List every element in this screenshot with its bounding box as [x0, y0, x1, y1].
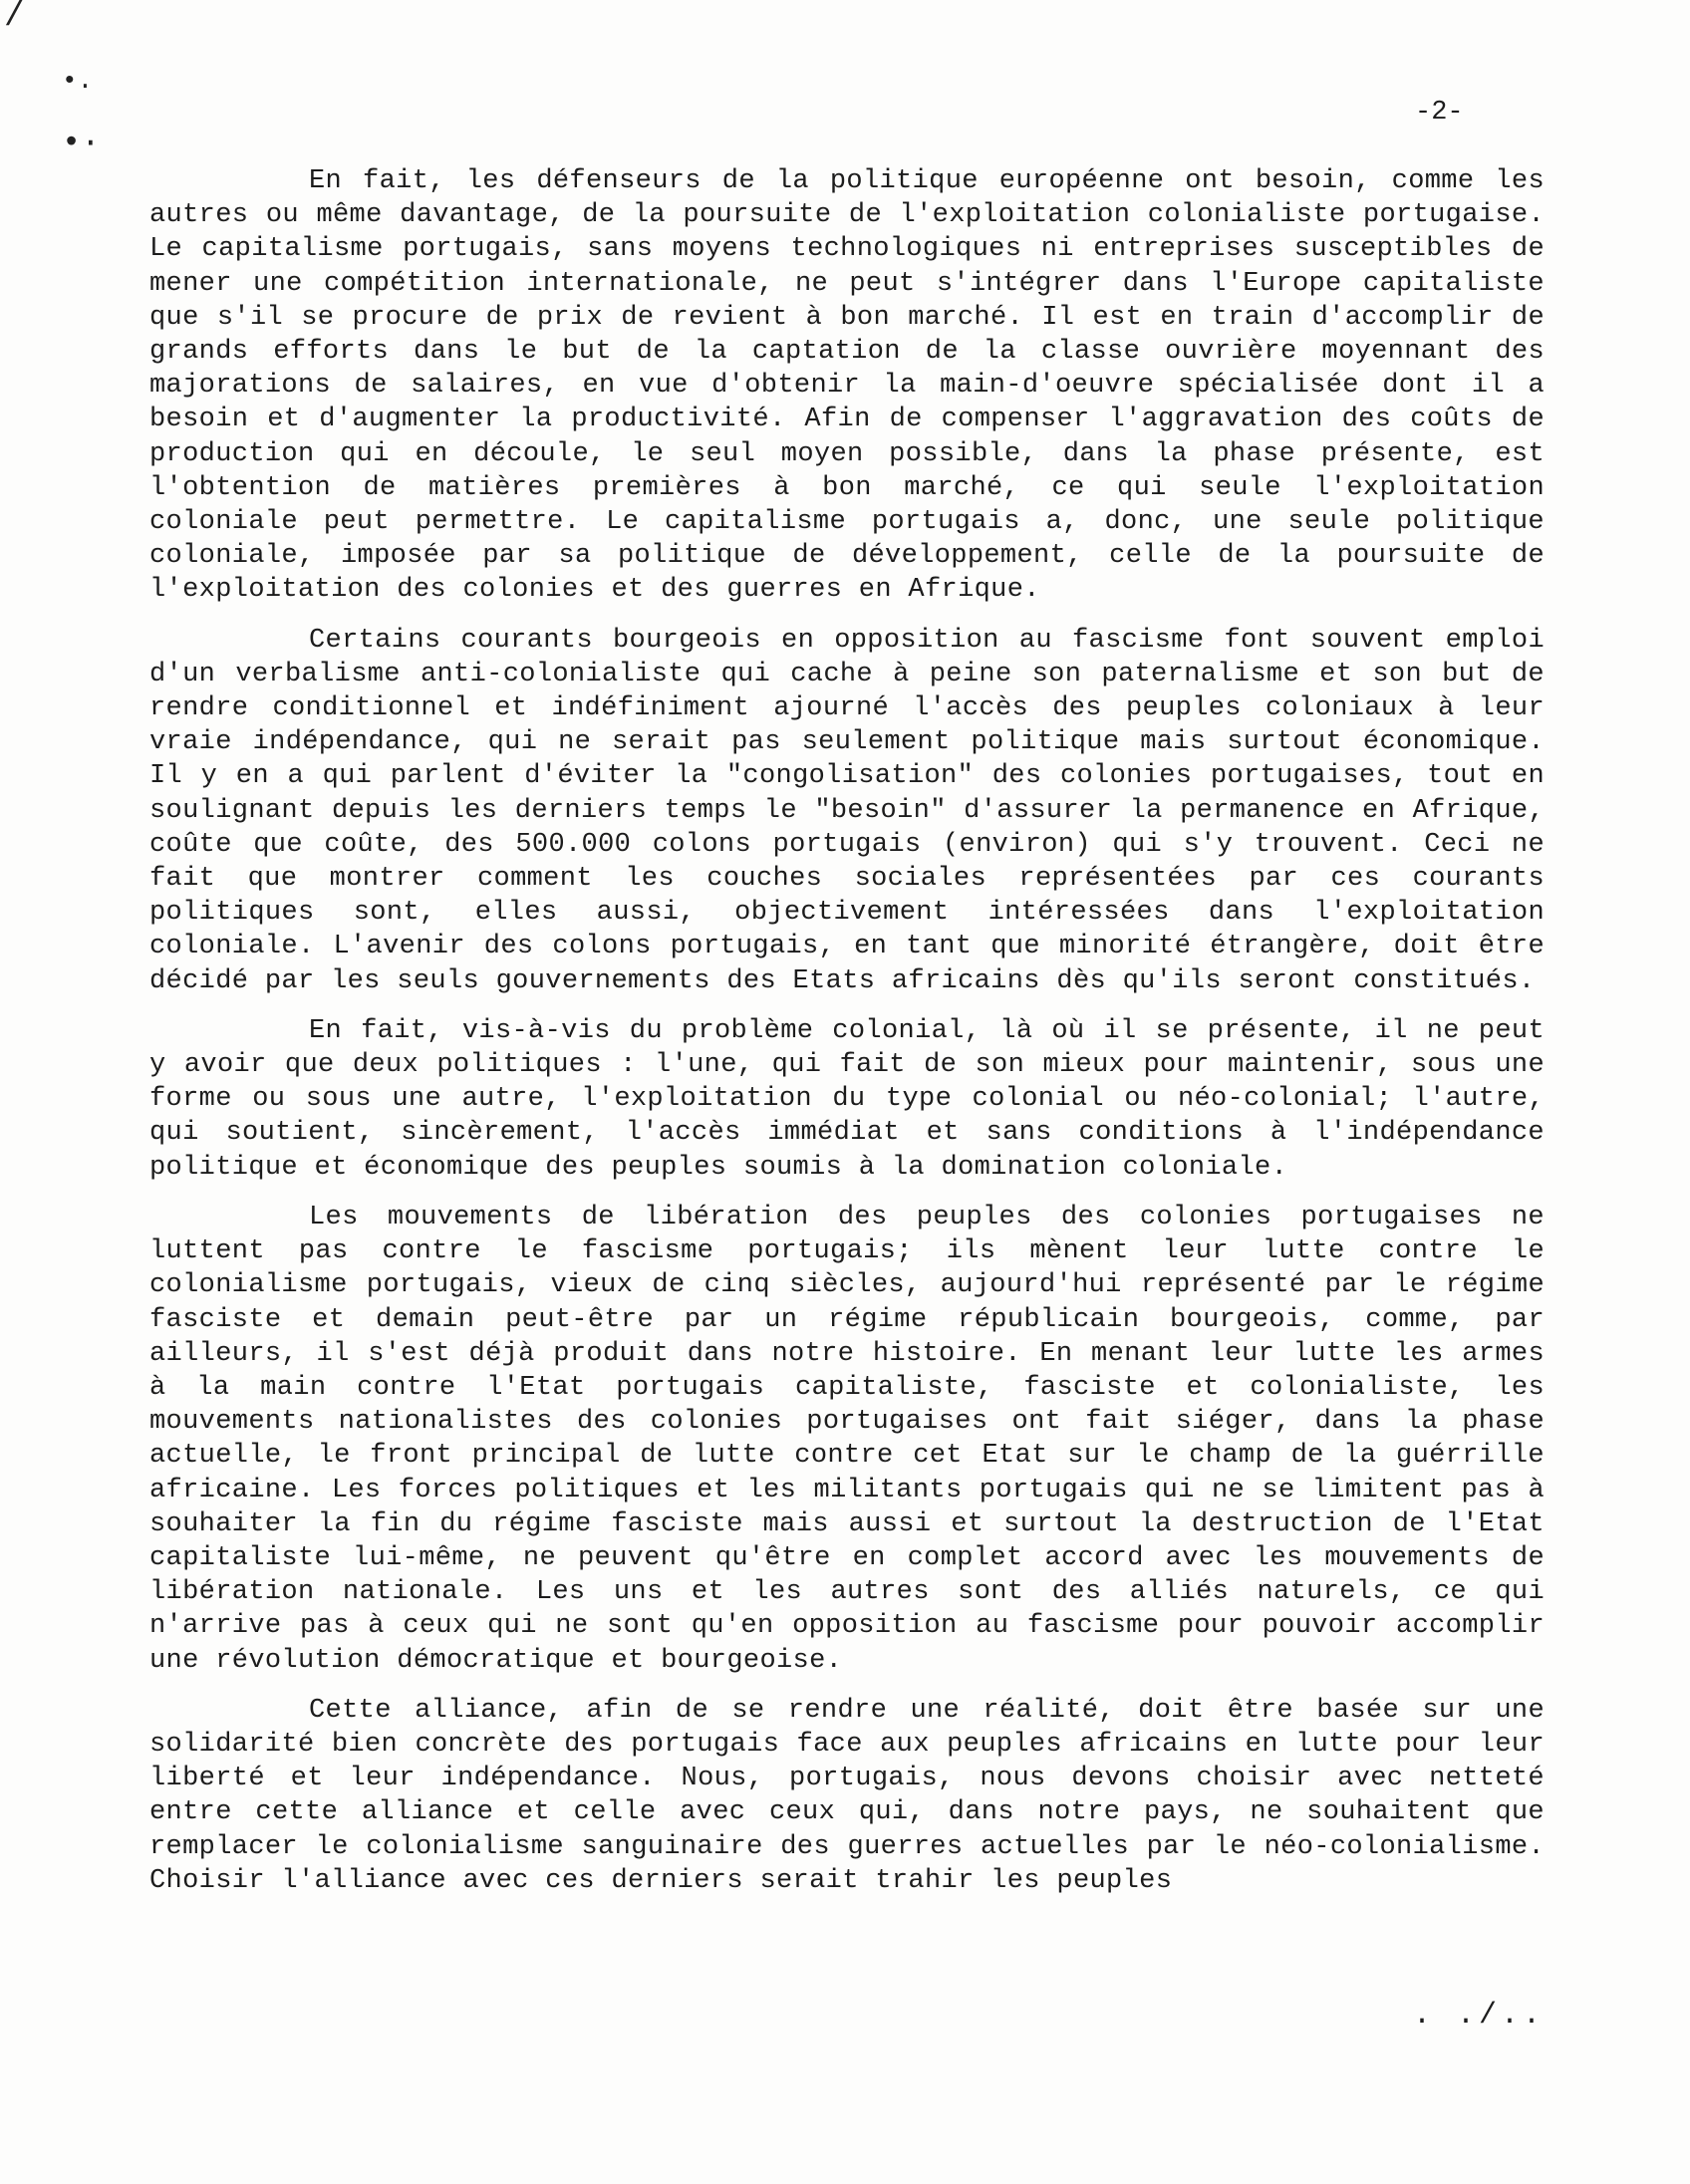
page-number: -2-: [1415, 98, 1464, 128]
document-body: [149, 164, 1545, 1914]
margin-punch-mark-lower: •·: [62, 125, 101, 161]
paragraph-1: En fait, les défenseurs de la politique européenne ont besoin, comme les autres ou même davantage, de la poursuite de l'exploitation colonialiste portugaise. Le capitalisme portugais, sans moyens technologiques ni entreprises susceptibles de mener une compétition internationale, ne peut s'intégrer dans l'Europe capitaliste que s'il se procure de prix de revient à bon marché. Il est en train d'accomplir de grands efforts dans le but de la captation de la classe ouvrière moyennant des majorations de salaires, en vue d'obtenir la main-d'oeuvre spécialisée dont il a besoin et d'augmenter la productivité. Afin de compenser l'aggravation des coûts de production qui en découle, le seul moyen possible, dans la phase présente, est l'obtention de matières premières à bon marché, ce qui seule l'exploitation coloniale peut permettre. Le capitalisme portugais a, donc, une seule politique coloniale, imposée par sa politique de développement, celle de la poursuite de l'exploitation des colonies et des guerres en Afrique.: [149, 166, 1545, 606]
paragraph-4: Les mouvements de libération des peuples des colonies portugaises ne luttent pas contre le fascisme portugais; ils mènent leur lutte contre le colonialisme portugais, vieux de cinq siècles, aujourd'hui représenté par le régime fasciste et demain peut-être par un régime républicain bourgeois, comme, par ailleurs, il s'est déjà produit dans notre histoire. En menant leur lutte les armes à la main contre l'Etat portugais capitaliste, fasciste et colonialiste, les mouvements nationalistes des colonies portugaises ont fait siéger, dans la phase actuelle, le front principal de lutte contre cet Etat sur le champ de la guérrille africaine. Les forces politiques et les militants portugais qui ne se limitent pas à souhaiter la fin du régime fasciste mais aussi et surtout la destruction de l'Etat capitaliste lui-même, ne peuvent qu'être en complet accord avec les mouvements de libération nationale. Les uns et les autres sont des alliés naturels, ce qui n'arrive pas à ceux qui ne sont qu'en opposition au fascisme pour pouvoir accomplir une révolution démocratique et bourgeoise.: [149, 1202, 1545, 1676]
margin-stroke-mark: /: [4, 0, 25, 36]
continuation-marker: . ./..: [1413, 1999, 1546, 2033]
paragraph-5: Cette alliance, afin de se rendre une réalité, doit être basée sur une solidarité bien concrète des portugais face aux peuples africains en lutte pour leur liberté et leur indépendance. Nous, portugais, nous devons choisir avec netteté entre cette alliance et celle avec ceux qui, dans notre pays, ne souhaitent que remplacer le colonialisme sanguinaire des guerres actuelles par le néo-colonialisme. Choisir l'alliance avec ces derniers serait trahir les peuples: [149, 1695, 1545, 1896]
margin-punch-mark-upper: •.: [62, 66, 94, 96]
paragraph-2: Certains courants bourgeois en opposition au fascisme font souvent emploi d'un verbalisme anti-colonialiste qui cache à peine son paternalisme et son but de rendre conditionnel et indéfiniment ajourné l'accès des peuples coloniaux à leur vraie indépendance, qui ne serait pas seulement politique mais surtout économique. Il y en a qui parlent d'éviter la "congolisation" des colonies portugaises, tout en soulignant depuis les derniers temps le "besoin" d'assurer la permanence en Afrique, coûte que coûte, des 500.000 colons portugais (environ) qui s'y trouvent. Ceci ne fait que montrer comment les couches sociales représentées par ces courants politiques sont, elles aussi, objectivement intéressées dans l'exploitation coloniale. L'avenir des colons portugais, en tant que minorité étrangère, doit être décidé par les seuls gouvernements des Etats africains dès qu'ils seront constitués.: [149, 625, 1545, 996]
paragraph-3: En fait, vis-à-vis du problème colonial, là où il se présente, il ne peut y avoir que deux politiques : l'une, qui fait de son mieux pour maintenir, sous une forme ou sous une autre, l'exploitation du type colonial ou néo-colonial; l'autre, qui soutient, sincèrement, l'accès immédiat et sans conditions à l'indépendance politique et économique des peuples soumis à la domination coloniale.: [149, 1015, 1545, 1183]
